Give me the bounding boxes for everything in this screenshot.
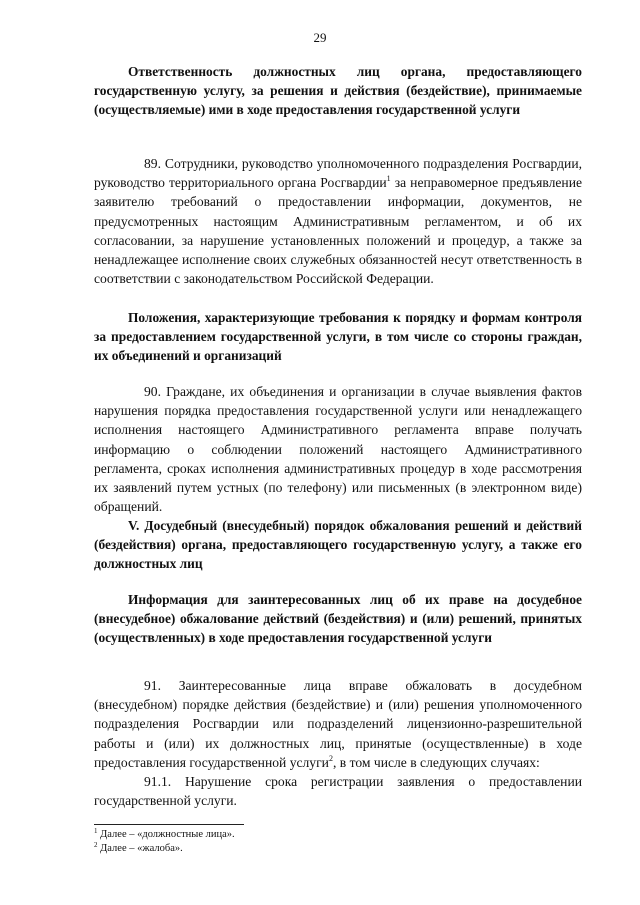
paragraph-89-text-end: за неправомерное предъявление заявителю требований о предоставлении информации, документов, не предусмотренных настоящим Административным регламентом, и об их согласовании, за нарушение установленных положений и процедур, а также за ненадлежащее исполнение своих служебных обязанностей несут ответственность в соответствии с законодательством Российской Федерации. [94, 175, 582, 287]
footnote-ref-2: 2 [328, 753, 333, 763]
paragraph-90: 90. Граждане, их объединения и организации в случае выявления фактов нарушения порядка предоставления государственной услуги или ненадлежащего исполнения настоящего Административного регламента вправе получать информацию о соблюдении положений настоящего Административного регламента, сроках исполнения административных процедур в ходе рассмотрения их заявлений путем устных (по телефону) или письменных (в электронном виде) обращений. [94, 384, 582, 515]
footnote-2-text: Далее – «жалоба». [97, 843, 183, 854]
footnote-2-number: 2 [94, 841, 98, 849]
footnote-2 [94, 842, 183, 855]
heading-responsibility: Ответственность должностных лиц органа, предоставляющего государственную услугу, за решения и действия (бездействие), принимаемые (осуществляемые) ими в ходе предоставления государственной услуги [94, 64, 582, 118]
paragraph-91 [94, 676, 582, 772]
paragraph-91-1: 91.1. Нарушение срока регистрации заявления о предоставлении государственной услуги. [94, 774, 582, 809]
footnote-1-text: Далее – «должностные лица». [97, 829, 235, 840]
footnote-1-number: 1 [94, 827, 98, 835]
footnote-1 [94, 828, 235, 841]
heading-control-requirements: Положения, характеризующие требования к порядку и формам контроля за предоставлением государственной услуги, в том числе со стороны граждан, их объединений и организаций [94, 310, 582, 364]
heading-appeal-information: Информация для заинтересованных лиц об их праве на досудебное (внесудебное) обжалование действий (бездействия) и (или) решений, принятых (осуществленных) в ходе предоставления государственной услуги [94, 592, 582, 646]
paragraph-89-text-start: 89. Сотрудники, руководство уполномоченного подразделения Росгвардии, руководство территориального органа Росгвардии [94, 156, 582, 191]
paragraph-89 [94, 154, 582, 288]
paragraph-91-text-start: 91. Заинтересованные лица вправе обжаловать в досудебном (внесудебном) порядке действия (бездействие) и (или) решения уполномоченного подразделения Росгвардии или подразделений лицензионно-разрешительной работы и (или) их должностных лиц, принятые (осуществленные) в ходе предоставления государственной услуги [94, 678, 582, 770]
footnote-ref-1: 1 [386, 174, 391, 184]
page-number: 29 [313, 30, 327, 45]
footnote-separator [94, 824, 244, 825]
paragraph-91-text-end: , в том числе в следующих случаях: [332, 754, 540, 770]
section-v-heading: V. Досудебный (внесудебный) порядок обжалования решений и действий (бездействия) органа, предоставляющего государственную услугу, а также его должностных лиц [94, 518, 582, 572]
